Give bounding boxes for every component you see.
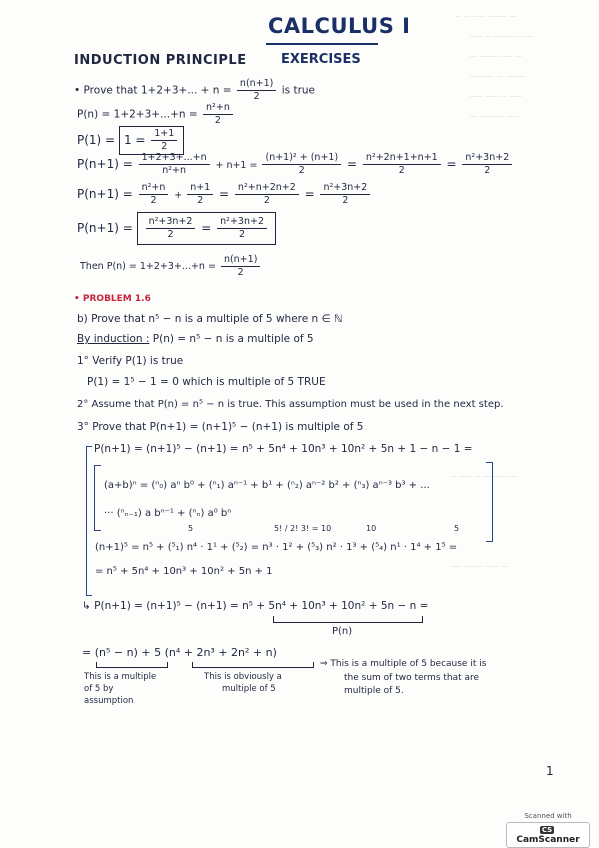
step-1: 1° Verify P(1) is true [77, 355, 184, 367]
final-expression: = (n⁵ − n) + 5 (n⁴ + 2n³ + 2n² + n) [82, 646, 277, 659]
final-underbrace-1 [96, 662, 168, 668]
scanner-watermark [506, 812, 590, 848]
scanner-top-text: Scanned with [524, 812, 572, 820]
problem-statement: b) Prove that n⁵ − n is a multiple of 5 where n ∈ ℕ [77, 313, 343, 325]
note-conclusion: ⇒ This is a multiple of 5 because it is the sum of two terms that are multiple of 5. [320, 659, 487, 696]
note-five-a: 5 [188, 524, 194, 533]
pn-definition: P(n) = 1+2+3+...+n = $\frac{\text{n²+n}}{2}$ [77, 102, 235, 127]
binomial-bracket-right [486, 462, 493, 542]
page-subtitle: EXERCISES [281, 52, 361, 67]
scanner-badge: CSCamScanner [506, 822, 590, 848]
note-binomial-coefficient: 5! / 2! 3! = 10 [274, 524, 332, 533]
note-obvious-multiple: This is obviously a multiple of 5 [204, 672, 282, 694]
then-conclusion: Then P(n) = 1+2+3+...+n = $\frac{n(n+1)}{2}$ [80, 254, 262, 279]
section-heading: INDUCTION PRINCIPLE [74, 53, 247, 68]
note-five-b: 5 [454, 524, 460, 533]
binomial-expansion: (n+1)⁵ = n⁵ + (⁵₁) n⁴ · 1¹ + (⁵₂) = n³ · 1² + (⁵₃) n² · 1³ + (⁵₄) n¹ · 1⁴ + 1⁵ = [95, 542, 458, 553]
step-2: 2° Assume that P(n) = n⁵ − n is true. This assumption must be used in the next step. [77, 399, 504, 410]
left-bracket [86, 446, 92, 596]
step-1-calc: P(1) = 1⁵ − 1 = 0 which is multiple of 5 TRUE [87, 376, 326, 388]
pn1-boxed: P(n+1) = $\frac{\text{n²+3n+2}}{2}$ = $\frac{\text{n²+3n+2}}{2}$ [77, 212, 276, 245]
binomial-bracket-left [94, 465, 101, 531]
note-ten: 10 [366, 524, 377, 533]
final-underbrace-2 [192, 662, 314, 668]
pn1-step: P(n+1) = $\frac{1+2+3+...+n}{\text{n²+n}}$ + n+1 = $\frac{\text{(n+1)² + (n+1)}}{2}$ = $\frac{\text{n²+2n+1+n+1}}{2}$ = $\frac{\text{n²+3n+2}}{2}$ [77, 152, 514, 177]
binomial-theorem-1: (a+b)ⁿ = (ⁿ₀) aⁿ b⁰ + (ⁿ₁) aⁿ⁻¹ + b¹ + (ⁿ₂) aⁿ⁻² b² + (ⁿ₃) aⁿ⁻³ b³ + ... [104, 480, 430, 491]
prove-statement: • Prove that 1+2+3+... + n = $\frac{n(n+1)}{2}$ is true [74, 78, 316, 102]
binomial-theorem-2: ··· (ⁿₙ₋₁) a bⁿ⁻¹ + (ⁿₙ) a⁰ bⁿ [104, 508, 232, 519]
p1-check: P(1) = 1 = $\frac{1+1}{2}$ [77, 126, 184, 155]
problem-label: • PROBLEM 1.6 [74, 294, 151, 304]
page-number: 1 [546, 764, 554, 778]
expand-line: P(n+1) = (n+1)⁵ − (n+1) = n⁵ + 5n⁴ + 10n³ + 10n² + 5n + 1 − n − 1 = [94, 443, 473, 455]
note-assumption: This is a multiple of 5 by assumption [84, 672, 157, 706]
binomial-result: = n⁵ + 5n⁴ + 10n³ + 10n² + 5n + 1 [95, 566, 273, 577]
pn-label: P(n) [332, 626, 353, 637]
arrow-line: ↳ P(n+1) = (n+1)⁵ − (n+1) = n⁵ + 5n⁴ + 10n³ + 10n² + 5n − n = [82, 600, 429, 612]
page-title: CALCULUS I [268, 14, 411, 38]
camscanner-logo-icon: CS [541, 826, 553, 834]
title-underline [266, 43, 378, 45]
by-induction-label: By induction : [77, 333, 150, 345]
by-induction-line: By induction : P(n) = n⁵ − n is a multiple of 5 [77, 333, 314, 345]
pn1-step-2: P(n+1) = $\frac{\text{n²+n}}{2}$ + $\frac{n+1}{2}$ = $\frac{\text{n²+n+2n+2}}{2}$ = $\frac{\text{n²+3n+2}}{2}$ [77, 182, 372, 207]
pn-underbrace [273, 616, 423, 623]
step-3: 3° Prove that P(n+1) = (n+1)⁵ − (n+1) is multiple of 5 [77, 421, 364, 433]
